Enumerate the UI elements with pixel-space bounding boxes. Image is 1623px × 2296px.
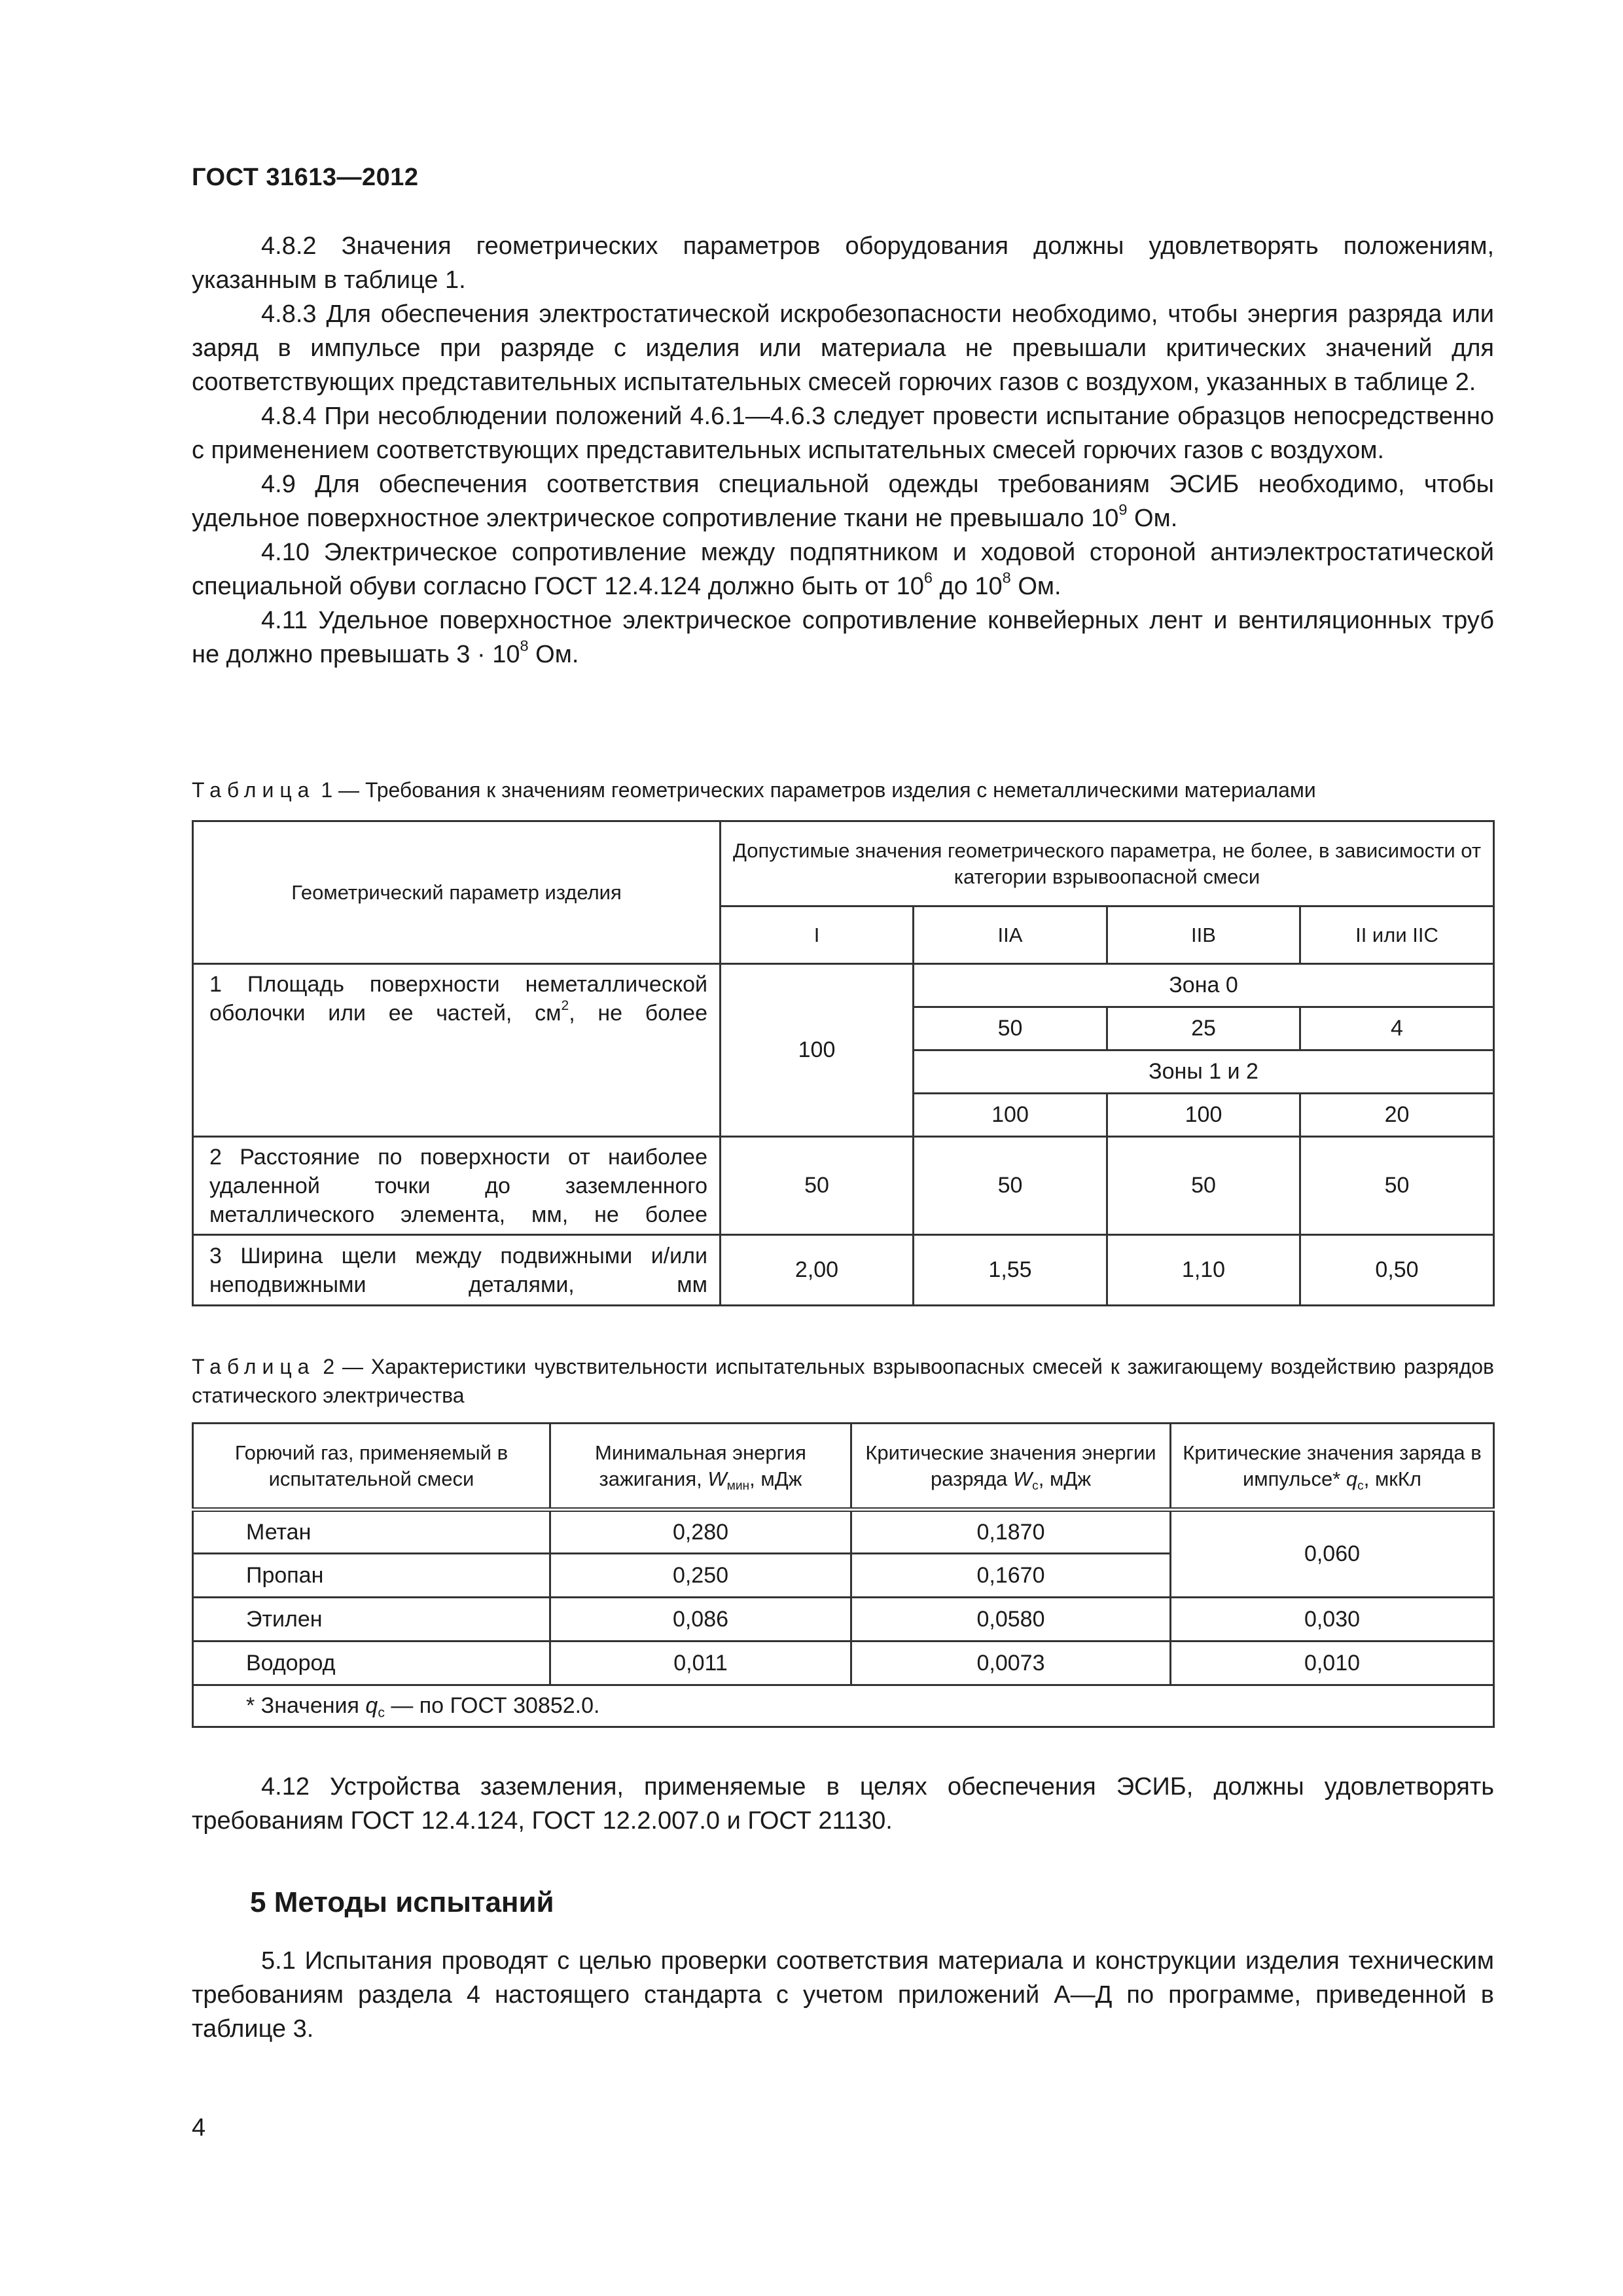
t2-row-ethylene-gas: Этилен [193, 1598, 550, 1641]
t1-row3-I: 2,00 [721, 1235, 914, 1306]
t1-row2-label: 2 Расстояние по поверхности от наиболее удаленной точки до заземленного металлического элемента, мм, не более [193, 1137, 721, 1235]
t1-zone0-IIA: 50 [914, 1007, 1107, 1050]
t2-footnote: * Значения $q_c$ — по ГОСТ 30852.0. [193, 1685, 1494, 1727]
t2-row-propane-wc: 0,1670 [851, 1554, 1171, 1598]
t1-category-IIB: IIB [1107, 906, 1300, 964]
t2-row-hydrogen-wmin: 0,011 [550, 1641, 851, 1685]
t1-row2-I: 50 [721, 1137, 914, 1235]
table-1 [192, 820, 1495, 1306]
t2-row-ethylene-wc: 0,0580 [851, 1598, 1171, 1641]
t1-row3-IIB: 1,10 [1107, 1235, 1300, 1306]
document-header: ГОСТ 31613—2012 [192, 164, 419, 191]
t2-row-hydrogen-wc: 0,0073 [851, 1641, 1171, 1685]
t1-row2-IIC: 50 [1300, 1137, 1494, 1235]
paragraph-4-8-4: 4.8.4 При несоблюдении положений 4.6.1—4.6.3 следует провести испытание образцов непосредственно с применением соответствующих представительных испытательных смесей горючих газов с воздухом. [192, 403, 1494, 464]
t2-qc-methane-propane: 0,060 [1171, 1510, 1494, 1598]
t2-row-ethylene-wmin: 0,086 [550, 1598, 851, 1641]
t1-row3-IIC: 0,50 [1300, 1235, 1494, 1306]
t2-header-wmin: Минимальная энергия зажигания, $W_{мин}$, мДж [550, 1424, 851, 1510]
t2-header-gas: Горючий газ, применяемый в испытательной смеси [193, 1424, 550, 1510]
t1-header-group: Допустимые значения геометрического параметра, не более, в зависимости от категории взрывоопасной смеси [721, 821, 1494, 906]
t1-zone0-IIB: 25 [1107, 1007, 1300, 1050]
paragraph-4-8-3: 4.8.3 Для обеспечения электростатической искробезопасности необходимо, чтобы энергия разряда или заряд в импульсе при разряде с изделия или материала не превышали критических значений для соответствующих представительных испытательных смесей горючих газов с воздухом, указанных в таблице 2. [192, 300, 1494, 396]
section-5-heading: 5 Методы испытаний [250, 1886, 554, 1918]
t2-row-propane-gas: Пропан [193, 1554, 550, 1598]
paragraph-4-10: 4.10 Электрическое сопротивление между подпятником и ходовой стороной антиэлектростатической специальной обуви согласно ГОСТ 12.4.124 должно быть от $10^6$ до $10^8$ Ом. [192, 539, 1494, 600]
t2-row-methane-wmin: 0,280 [550, 1510, 851, 1554]
t2-row-methane-gas: Метан [193, 1510, 550, 1554]
t2-row-propane-wmin: 0,250 [550, 1554, 851, 1598]
t2-row-hydrogen-gas: Водород [193, 1641, 550, 1685]
paragraph-4-12: 4.12 Устройства заземления, применяемые в целях обеспечения ЭСИБ, должны удовлетворять требованиям ГОСТ 12.4.124, ГОСТ 12.2.007.0 и ГОСТ 21130. [192, 1773, 1494, 1835]
t2-header-wc: Критические значения энергии разряда $W_c$, мДж [851, 1424, 1171, 1510]
t1-zone12-IIA: 100 [914, 1094, 1107, 1137]
t1-zone0-IIC: 4 [1300, 1007, 1494, 1050]
paragraph-4-9: 4.9 Для обеспечения соответствия специальной одежды требованиям ЭСИБ необходимо, чтобы удельное поверхностное электрическое сопротивление ткани не превышало $10^9$ Ом. [192, 471, 1494, 532]
table2-caption: Таблица 2 — Характеристики чувствительности испытательных взрывоопасных смесей к зажигающему воздействию разрядов статического электричества [192, 1355, 1494, 1407]
paragraph-4-8-2: 4.8.2 Значения геометрических параметров оборудования должны удовлетворять положениям, указанным в таблице 1. [192, 232, 1494, 294]
t1-header-parameter: Геометрический параметр изделия [193, 821, 721, 964]
t1-category-IIA: IIA [914, 906, 1107, 964]
t1-row1-col-I: 100 [721, 964, 914, 1137]
t2-header-qc: Критические значения заряда в импульсе* $q_c$, мкКл [1171, 1424, 1494, 1510]
t1-zone12-label: Зоны 1 и 2 [914, 1050, 1494, 1094]
t1-row3-IIA: 1,55 [914, 1235, 1107, 1306]
top-paragraphs [192, 229, 1494, 672]
t1-zone12-IIC: 20 [1300, 1094, 1494, 1137]
paragraph-4-11: 4.11 Удельное поверхностное электрическое сопротивление конвейерных лент и вентиляционных труб не должно превышать $3 \cdot 10^8$ Ом. [192, 607, 1494, 668]
t1-category-I: I [721, 906, 914, 964]
table-2 [192, 1422, 1495, 1728]
paragraph-5-1-block [192, 1944, 1494, 2046]
t1-category-IIC: II или IIC [1300, 906, 1494, 964]
t1-zone0-label: Зона 0 [914, 964, 1494, 1007]
t1-zone12-IIB: 100 [1107, 1094, 1300, 1137]
table1-caption: Таблица 1 — Требования к значениям геометрических параметров изделия с неметаллическими материалами [192, 778, 1316, 802]
t1-row1-label: 1 Площадь поверхности неметаллической оболочки или ее частей, $см^2$, не более [193, 964, 721, 1137]
t2-row-methane-wc: 0,1870 [851, 1510, 1171, 1554]
t1-row2-IIB: 50 [1107, 1137, 1300, 1235]
page-number: 4 [192, 2114, 206, 2142]
t1-row3-label: 3 Ширина щели между подвижными и/или неподвижными деталями, мм [193, 1235, 721, 1306]
paragraph-4-12-block [192, 1770, 1494, 1838]
paragraph-5-1: 5.1 Испытания проводят с целью проверки соответствия материала и конструкции изделия техническим требованиям раздела 4 настоящего стандарта с учетом приложений А—Д по программе, приведенной в таблице 3. [192, 1947, 1494, 2043]
t2-row-ethylene-qc: 0,030 [1171, 1598, 1494, 1641]
t1-row2-IIA: 50 [914, 1137, 1107, 1235]
t2-row-hydrogen-qc: 0,010 [1171, 1641, 1494, 1685]
